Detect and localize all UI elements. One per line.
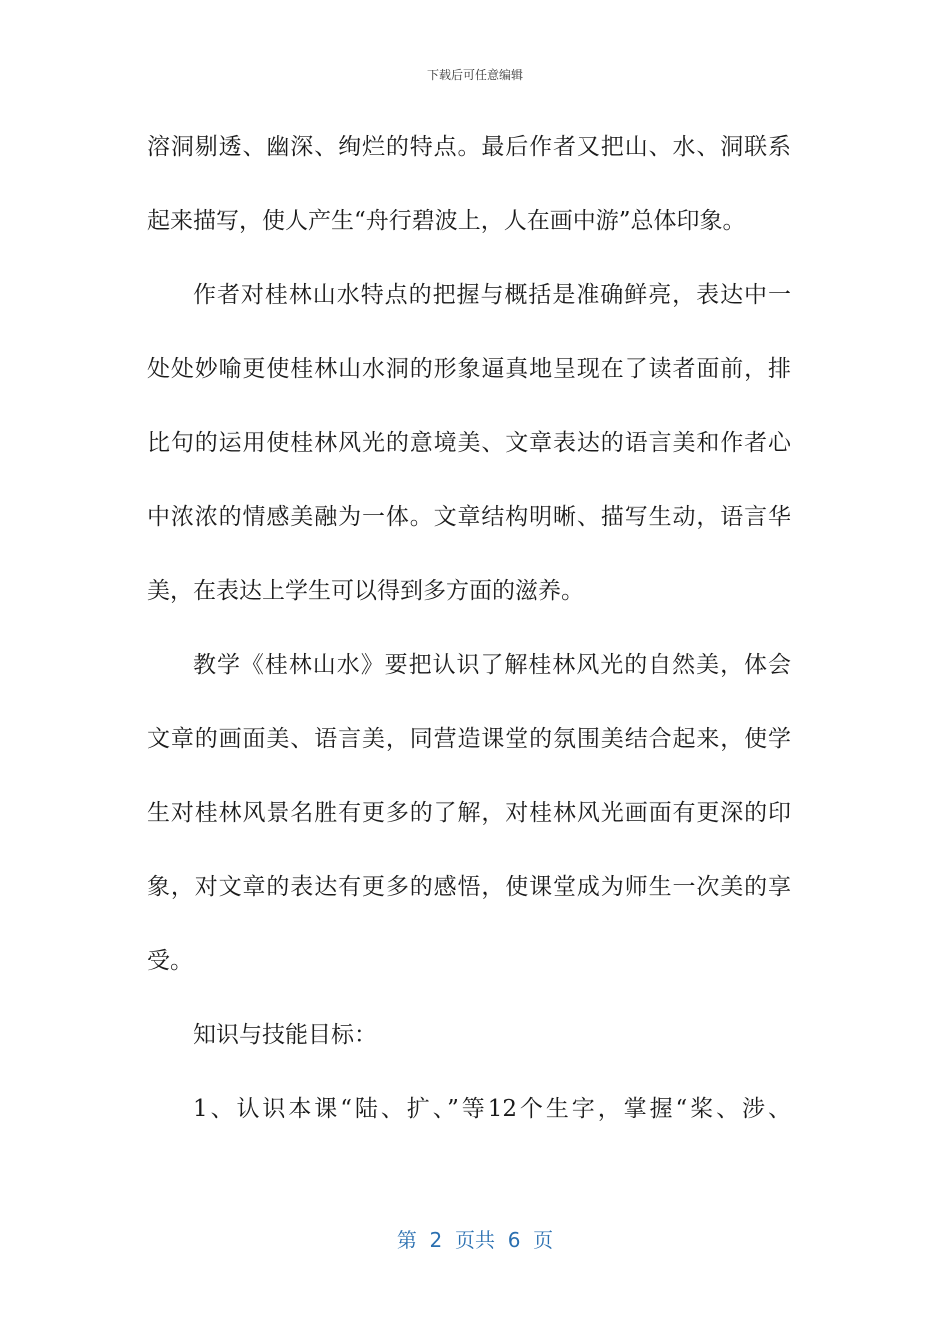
text-line: 起来描写，使人产生“舟行碧波上，人在画中游”总体印象。 (147, 208, 746, 234)
page-number: 第 2 页共 6 页 (396, 1228, 554, 1252)
page-header-note: 下载后可任意编辑 (426, 68, 523, 82)
text-line: 比句的运用使桂林风光的意境美、文章表达的语言美和作者心 (147, 430, 791, 456)
text-line: 受。 (147, 948, 193, 974)
text-line: 教学《桂林山水》要把认识了解桂林风光的自然美，体会 (193, 652, 791, 678)
text-line: 处处妙喻更使桂林山水洞的形象逼真地呈现在了读者面前，排 (147, 356, 791, 382)
text-line: 1、认识本课“陆、扩、”等12个生字，掌握“桨、涉、 (193, 1096, 791, 1122)
section-heading: 知识与技能目标： (193, 1022, 377, 1048)
text-line: 中浓浓的情感美融为一体。文章结构明晰、描写生动，语言华 (147, 504, 791, 530)
document-body (147, 110, 791, 1146)
text-line: 溶洞剔透、幽深、绚烂的特点。最后作者又把山、水、洞联系 (147, 134, 791, 160)
text-line: 美，在表达上学生可以得到多方面的滋养。 (147, 578, 584, 604)
text-line: 文章的画面美、语言美，同营造课堂的氛围美结合起来，使学 (147, 726, 791, 752)
text-line: 生对桂林风景名胜有更多的了解，对桂林风光画面有更深的印 (147, 800, 791, 826)
text-line: 作者对桂林山水特点的把握与概括是准确鲜亮，表达中一 (193, 282, 791, 308)
text-line: 象，对文章的表达有更多的感悟，使课堂成为师生一次美的享 (147, 874, 791, 900)
